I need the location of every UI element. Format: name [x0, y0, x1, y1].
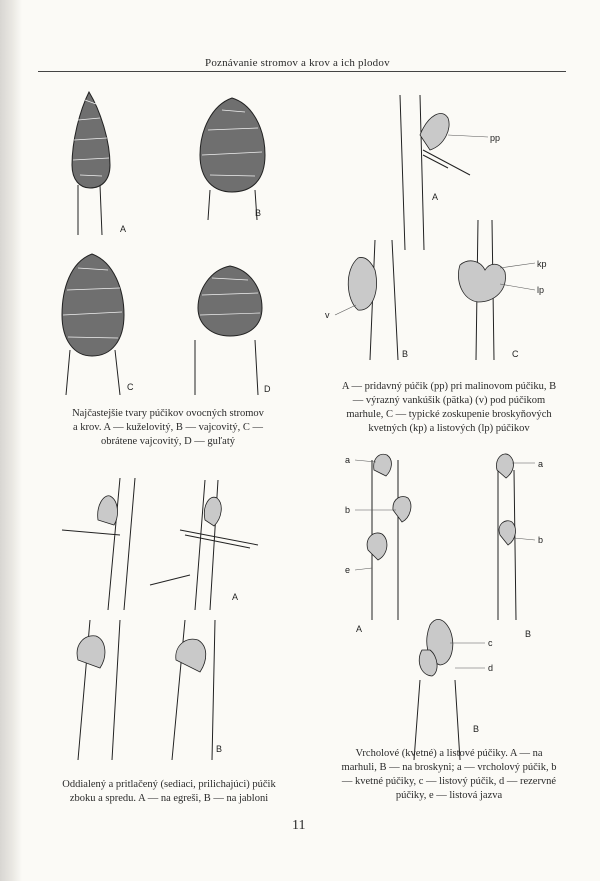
label-A: A — [120, 224, 127, 234]
label-C: C — [127, 382, 134, 392]
label-B-peach-shoot: B — [525, 629, 532, 639]
caption-line: marhuli, B — na broskyni; a — vrcholový púčik, b — [341, 762, 557, 773]
raspberry-bud-A — [400, 95, 488, 250]
page-header: Poznávanie stromov a krov a ich plodov — [205, 57, 390, 69]
caption-bud-types — [318, 380, 580, 436]
label-B-apple: B — [216, 744, 223, 754]
caption-line: kvetných (kp) a listových (lp) púčikov — [368, 423, 530, 434]
caption-line: — kvetné púčiky, c — listový púčik, d — rezervné — [341, 776, 557, 787]
label-c: c — [488, 638, 493, 648]
apricot-shoot-A — [355, 454, 411, 620]
caption-line: marhule, C — typické zoskupenie broskyňových — [346, 409, 552, 420]
label-b-left: b — [345, 505, 351, 515]
terminal-bud-detail-B — [414, 619, 485, 760]
label-A-apricot-shoot: A — [356, 624, 363, 634]
label-pp: pp — [490, 133, 501, 143]
caption-line: — výrazný vankúšik (pätka) (v) pod púčikom — [352, 395, 546, 406]
bud-shape-C — [62, 254, 124, 395]
caption-terminal-buds — [318, 747, 580, 803]
peach-buds-C — [458, 220, 535, 360]
caption-line: a krov. A — kuželovitý, B — vajcovitý, C — — [72, 422, 264, 433]
bud-shape-B — [200, 98, 265, 220]
caption-line: Vrcholové (kvetné) a listové púčiky. A — na — [355, 748, 543, 759]
apricot-bud-B — [335, 240, 398, 360]
caption-bud-shapes — [38, 407, 298, 449]
caption-line: zboku a spredu. A — na egreši, B — na jabloni — [69, 793, 269, 804]
label-d: d — [488, 663, 494, 673]
gooseberry-bud-A — [62, 478, 258, 610]
bud-shape-A — [72, 92, 110, 235]
caption-line: púčiky, e — listová jazva — [395, 790, 503, 801]
label-B-apricot: B — [402, 349, 409, 359]
label-lp: lp — [537, 285, 545, 295]
caption-line: obrátene vajcovitý, D — guľatý — [100, 436, 236, 447]
bud-shape-D — [195, 266, 262, 395]
label-a-left: a — [345, 455, 351, 465]
label-C-peach: C — [512, 349, 519, 359]
label-D: D — [264, 384, 271, 394]
label-e: e — [345, 565, 351, 575]
peach-shoot-B — [496, 454, 535, 620]
page-number: 11 — [292, 818, 306, 833]
caption-line: Najčastejšie tvary púčikov ovocných stromov — [72, 408, 264, 419]
label-A-gooseberry: A — [232, 592, 239, 602]
label-B-detail: B — [473, 724, 480, 734]
label-b-right: b — [538, 535, 544, 545]
label-a-right: a — [538, 459, 544, 469]
label-A-raspberry: A — [432, 192, 439, 202]
label-v: v — [325, 310, 330, 320]
label-B: B — [255, 208, 262, 218]
caption-line: Oddialený a pritlačený (sediaci, prilichajúci) púčik — [62, 779, 276, 790]
caption-line: A — pridavný púčik (pp) pri malinovom púčiku, B — [341, 381, 557, 392]
apple-bud-B — [77, 620, 215, 760]
label-kp: kp — [537, 259, 547, 269]
caption-detached-pressed — [38, 778, 300, 806]
